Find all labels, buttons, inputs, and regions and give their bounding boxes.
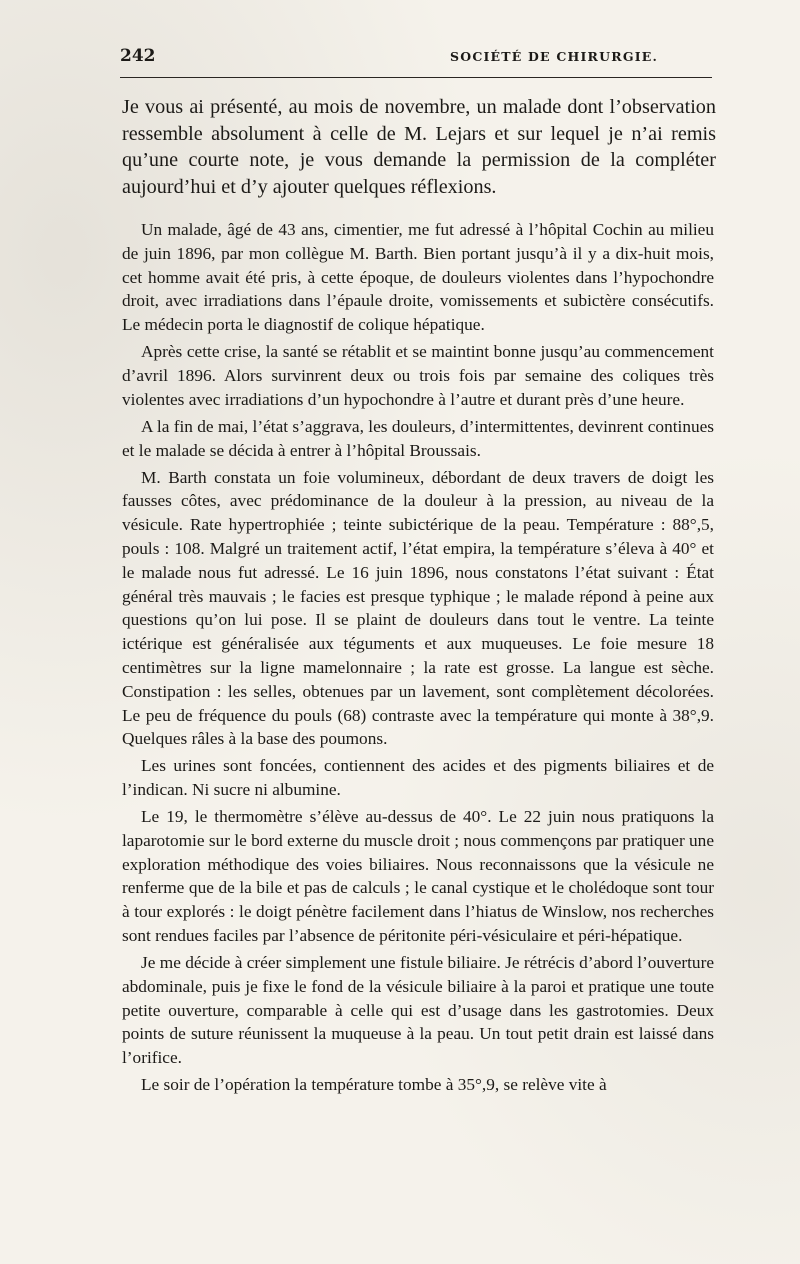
running-head: SOCIÉTÉ DE CHIRURGIE.	[450, 49, 659, 64]
page-header	[120, 46, 716, 72]
body-paragraph: Le 19, le thermomètre s’élève au-dessus de 40°. Le 22 juin nous pratiquons la laparotomie sur le bord externe du muscle droit ; nous commençons par pratiquer une exploration méthodique des voies biliaires. Nous reconnaissons que la vésicule ne renferme que de la bile et pas de calculs ; le canal cystique et le cholédoque sont tour à tour explorés : le doigt pénètre facilement dans l’hiatus de Winslow, nos recherches sont rendues faciles par l’absence de péritonite péri-vésiculaire et péri-hépatique.	[122, 807, 714, 946]
case-report-body	[122, 218, 714, 1100]
body-paragraph: M. Barth constata un foie volumineux, débordant de deux travers de doigt les fausses côtes, avec prédominance de la douleur à la pression, au niveau de la vésicule. Rate hypertrophiée ; teinte subictérique de la peau. Température : 88°,5, pouls : 108. Malgré un traitement actif, l’état empira, la température s’éleva à 40° et le malade nous fut adressé. Le 16 juin 1896, nous constatons l’état suivant : État général très mauvais ; le facies est presque typhique ; le malade répond à peine aux questions qu’on lui pose. Il se plaint de douleurs dans tout le ventre. La teinte ictérique est généralisée aux téguments et aux muqueuses. Le foie mesure 18 centimètres sur la ligne mamelonnaire ; la rate est grosse. La langue est sèche. Constipation : les selles, obtenues par un lavement, sont complètement décolorées. Le peu de fréquence du pouls (68) contraste avec la température qui monte à 38°,9. Quelques râles à la base des poumons.	[122, 467, 714, 749]
body-paragraph: Le soir de l’opération la température tombe à 35°,9, se relève vite à	[141, 1075, 607, 1095]
header-rule	[120, 77, 712, 78]
page-number: 242	[120, 46, 156, 66]
body-paragraph: A la fin de mai, l’état s’aggrava, les douleurs, d’intermittentes, devinrent continues et le malade se décida à entrer à l’hôpital Broussais.	[122, 416, 714, 460]
body-paragraph: Après cette crise, la santé se rétablit et se maintint bonne jusqu’au commencement d’avril 1896. Alors survinrent deux ou trois fois par semaine des coliques très violentes avec irradiations d’un hypochondre à l’autre et durant près d’une heure.	[122, 342, 714, 409]
body-paragraph: Je me décide à créer simplement une fistule biliaire. Je rétrécis d’abord l’ouverture abdominale, puis je fixe le fond de la vésicule biliaire à la paroi et pratique une toute petite ouverture, comparable à celle qui est d’usage dans les gastrotomies. Deux points de suture réunissent la muqueuse à la peau. Un tout petit drain est laissé dans l’orifice.	[122, 953, 714, 1068]
intro-paragraph: Je vous ai présenté, au mois de novembre, un malade dont l’observation ressemble absolument à celle de M. Lejars et sur lequel je n’ai remis qu’une courte note, je vous demande la permission de la compléter aujourd’hui et d’y ajouter quelques réflexions.	[122, 96, 716, 198]
body-paragraph: Les urines sont foncées, contiennent des acides et des pigments biliaires et de l’indican. Ni sucre ni albumine.	[122, 756, 714, 800]
intro-paragraph-block	[122, 94, 716, 200]
body-paragraph: Un malade, âgé de 43 ans, cimentier, me fut adressé à l’hôpital Cochin au milieu de juin 1896, par mon collègue M. Barth. Bien portant jusqu’à il y a dix-huit mois, cet homme avait été pris, à cette époque, de douleurs violentes dans l’hypochondre droit, avec irradiations dans l’épaule droite, vomissements et subictère consécutifs. Le médecin porta le diagnostif de colique hépatique.	[122, 220, 714, 335]
